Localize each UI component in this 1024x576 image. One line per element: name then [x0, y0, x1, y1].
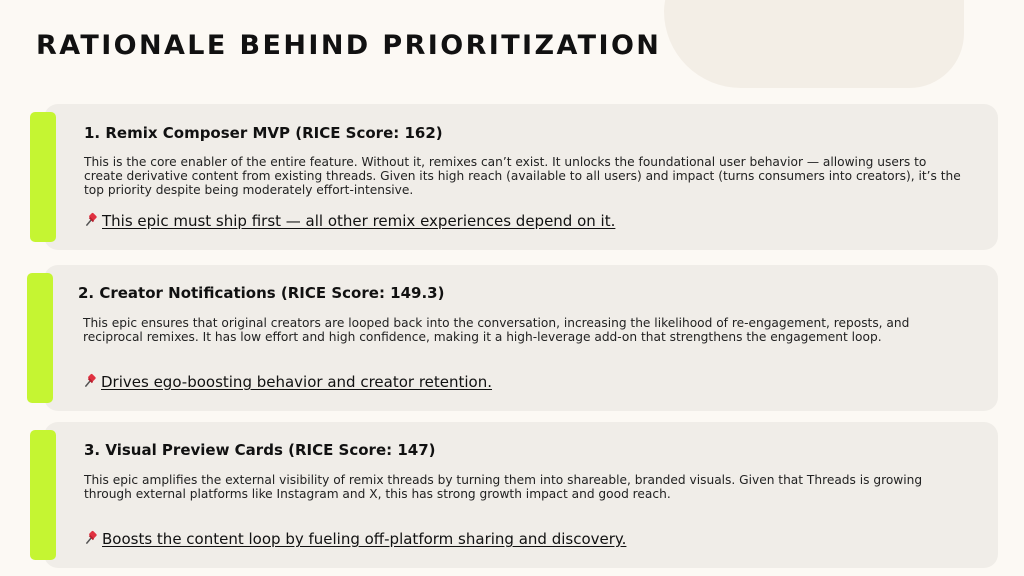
card-note [84, 212, 615, 230]
card-title: 3. Visual Preview Cards (RICE Score: 147) [84, 441, 436, 459]
card-note-text: Boosts the content loop by fueling off-platform sharing and discovery. [102, 530, 627, 548]
card-title: 1. Remix Composer MVP (RICE Score: 162) [84, 124, 443, 142]
card-note [84, 530, 626, 548]
card-note-text: Drives ego-boosting behavior and creator retention. [101, 373, 493, 391]
card-accent-bar [27, 273, 53, 403]
decorative-blob [664, 0, 964, 88]
slide-title: RATIONALE BEHIND PRIORITIZATION [36, 30, 662, 61]
card-body: This epic amplifies the external visibility of remix threads by turning them into shareable, branded visuals. Given that Threads is growing through external platforms like Instagram and X, this has strong growth impact and good reach. [84, 473, 923, 501]
card-note [83, 373, 492, 391]
pushpin-icon [84, 212, 99, 227]
card-title: 2. Creator Notifications (RICE Score: 149.3) [78, 284, 445, 302]
pushpin-icon [84, 530, 99, 545]
pushpin-icon [83, 373, 98, 388]
card-body: This epic ensures that original creators are looped back into the conversation, increasing the likelihood of re-engagement, reposts, and reciprocal remixes. It has low effort and high confidence, making it a high-leverage add-on that strengthens the engagement loop. [83, 316, 910, 344]
card-body: This is the core enabler of the entire feature. Without it, remixes can’t exist. It unlocks the foundational user behavior — allowing users to create derivative content from existing threads. Given its high reach (available to all users) and impact (turns consumers into creators), it’s the top priority despite being moderately effort-intensive. [84, 155, 961, 197]
card-note-text: This epic must ship first — all other remix experiences depend on it. [102, 212, 616, 230]
card-accent-bar [30, 112, 56, 242]
card-accent-bar [30, 430, 56, 560]
